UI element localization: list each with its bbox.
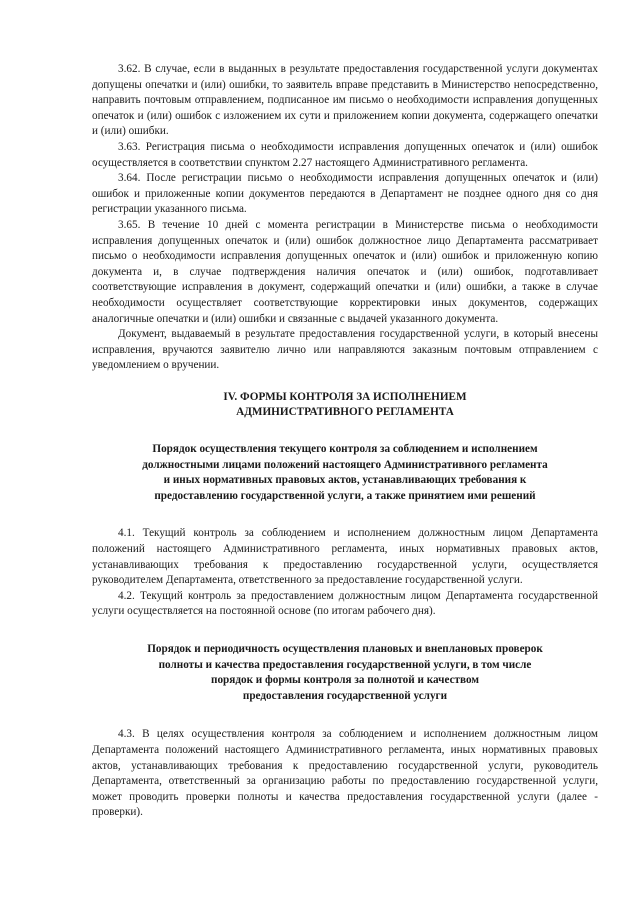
subheading-line: Порядок осуществления текущего контроля за соблюдением и исполнением xyxy=(152,443,538,456)
paragraph-3-64: 3.64. После регистрации письмо о необходимости исправления допущенных опечаток и (или) ошибок и приложенные копии документов передаются в Департамент не позднее одного дня со дня регистрации указанного письма. xyxy=(92,172,598,216)
section-heading-line: IV. ФОРМЫ КОНТРОЛЯ ЗА ИСПОЛНЕНИЕМ xyxy=(223,390,467,403)
subheading-line: полноты и качества предоставления государственной услуги, в том числе xyxy=(158,658,532,671)
subheading-line: порядок и формы контроля за полнотой и качеством xyxy=(211,674,479,687)
paragraph-document-corrections: Документ, выдаваемый в результате предоставления государственной услуги, в который внесены исправления, вручаются заявителю лично или направляются заказным почтовым отправлением с уведомлением о вручении. xyxy=(92,328,598,372)
subheading-line: предоставлению государственной услуги, а также принятием ими решений xyxy=(154,489,536,502)
paragraph-3-63: 3.63. Регистрация письма о необходимости исправления допущенных опечаток и (или) ошибок осуществляется в соответствии спунктом 2.27 настоящего Административного регламента. xyxy=(92,140,598,169)
paragraph-3-65: 3.65. В течение 10 дней с момента регистрации в Министерстве письма о необходимости исправления допущенных опечаток и (или) ошибок должностное лицо Департамента рассматривает письмо о необходимости исправления допущенных опечаток и (или) ошибок и приложенную копию документа и, в случае подтверждения наличия опечаток и (или) ошибок, подготавливает соответствующие исправления в документ, содержащий опечатки и (или) ошибки, а также в случае необходимости осуществляет соответствующие корректировки иных документов, содержащих аналогичные опечатки и (или) ошибки и связанные с выдачей указанного документа. xyxy=(92,218,598,325)
subheading-line: Порядок и периодичность осуществления плановых и внеплановых проверок xyxy=(147,643,543,655)
section-heading xyxy=(92,390,598,421)
paragraph-4-2: 4.2. Текущий контроль за предоставлением должностным лицом Департамента государственной услуги осуществляется на постоянной основе (по итогам рабочего дня). xyxy=(92,589,598,618)
subheading-line: предоставления государственной услуги xyxy=(242,689,448,702)
subheading-inspections xyxy=(92,642,598,704)
section-heading-line: АДМИНИСТРАТИВНОГО РЕГЛАМЕНТА xyxy=(236,406,454,419)
paragraph-4-1: 4.1. Текущий контроль за соблюдением и исполнением должностным лицом Департамента положений настоящего Административного регламента, иных нормативных правовых актов, устанавливающих требования к предоставлению государственной услуги, осуществляется руководителем Департамента, ответственного за предоставление государственной услуги. xyxy=(92,527,598,587)
subheading-line: и иных нормативных правовых актов, устанавливающих требования к xyxy=(163,474,527,487)
document-page xyxy=(92,62,598,821)
subheading-line: должностными лицами положений настоящего Административного регламента xyxy=(142,458,548,471)
subheading-current-control xyxy=(92,442,598,504)
paragraph-4-3: 4.3. В целях осуществления контроля за соблюдением и исполнением должностным лицом Департамента положений настоящего Административного регламента, иных нормативных правовых актов, устанавливающих требования к предоставлению государственной услуги, руководитель Департамента, ответственный за организацию работы по предоставлению государственной услуги, может проводить проверки полноты и качества предоставления государственной услуги (далее - проверки). xyxy=(92,728,598,819)
paragraph-3-62: 3.62. В случае, если в выданных в результате предоставления государственной услуги документах допущены опечатки и (или) ошибки, то заявитель вправе представить в Министерство непосредственно, направить почтовым отправлением, подписанное им письмо о необходимости исправления допущенных опечаток и (или) ошибок с изложением их сути и приложением копии документа, содержащего опечатки и (или) ошибки. xyxy=(92,63,598,138)
